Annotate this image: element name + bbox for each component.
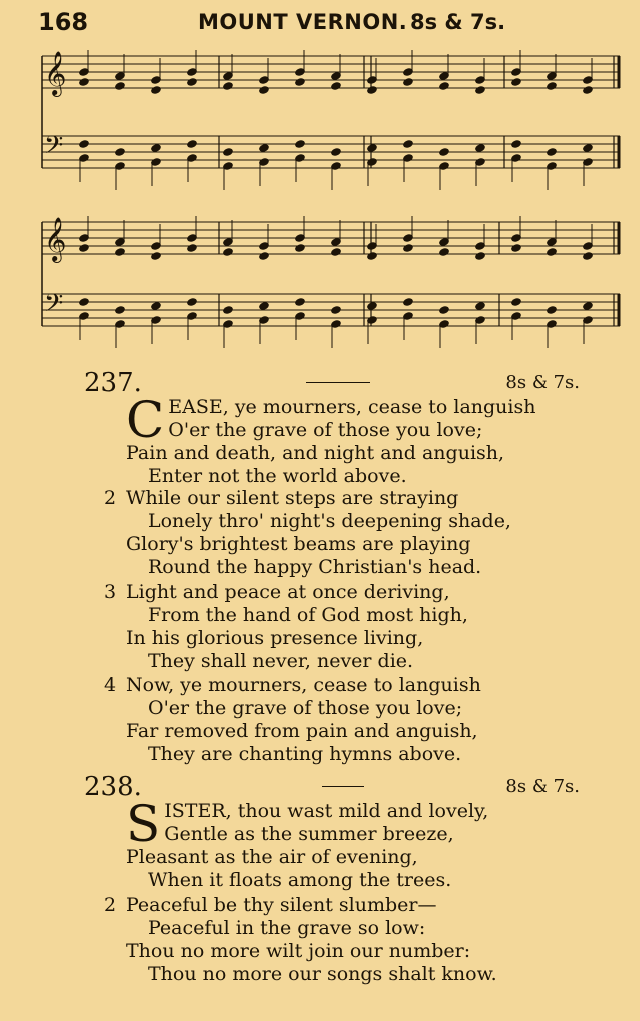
note-head [438,81,450,91]
verse-line: When it floats among the trees. [148,869,452,891]
note-head [222,305,234,315]
note-head [294,297,306,307]
treble-clef-icon: 𝄞 [44,51,67,95]
note-head [438,147,450,157]
bass-clef-icon: 𝄢 [44,131,64,166]
note-head [294,243,306,253]
note-head [474,85,486,95]
verse-line: Far removed from pain and anguish, [126,720,478,742]
stanza-2 [100,894,560,986]
verse-line: Enter not the world above. [148,465,407,487]
note-head [546,305,558,315]
note-head [582,85,594,95]
note-head [114,81,126,91]
verse-line: Peaceful be thy silent slumber— [126,894,437,916]
page-number: 168 [38,8,89,36]
note-head [474,301,486,311]
verse-line: Pleasant as the air of evening, [126,846,418,868]
stanza-number: 3 [104,581,117,603]
note-head [114,247,126,257]
verse-line: Thou no more our songs shalt know. [148,963,497,985]
verse-line: Glory's brightest beams are playing [126,533,471,555]
verse-line: Now, ye mourners, cease to languish [126,674,481,696]
note-head [222,247,234,257]
treble-clef-icon: 𝄞 [44,217,67,261]
note-head [150,143,162,153]
note-head [78,77,90,87]
verse-line: While our silent steps are straying [126,487,459,509]
note-head [510,77,522,87]
stanza-number: 4 [104,674,117,696]
hymn-number: 238. [84,772,142,802]
tune-meter: 8s & 7s. [410,10,506,34]
drop-cap: C [126,391,165,449]
hymn-meter: 8s & 7s. [505,776,580,797]
note-head [258,143,270,153]
music-score [34,44,626,362]
stanza-number: 2 [104,487,117,509]
note-head [330,81,342,91]
note-head [402,139,414,149]
verse-line: Round the happy Christian's head. [148,556,482,578]
drop-cap: S [126,795,161,853]
note-head [582,301,594,311]
note-head [438,247,450,257]
note-head [78,297,90,307]
verse-line: Thou no more wilt join our number: [126,940,471,962]
note-head [114,147,126,157]
hymn-meter: 8s & 7s. [505,372,580,393]
verse-line: Lonely thro' night's deepening shade, [148,510,511,532]
verse-line: O'er the grave of those you love; [168,419,483,441]
note-head [186,139,198,149]
note-head [150,251,162,261]
note-head [150,301,162,311]
note-head [402,297,414,307]
hymn-rule [322,786,364,787]
verse-line: From the hand of God most high, [148,604,468,626]
page-header [38,8,600,38]
hymn-rule [306,382,370,383]
note-head [186,77,198,87]
stanza-2 [100,487,560,579]
stanza-1 [104,795,564,892]
note-head [78,243,90,253]
note-head [150,85,162,95]
verse-line: They shall never, never die. [148,650,414,672]
note-head [546,81,558,91]
note-head [366,301,378,311]
note-head [366,85,378,95]
note-head [582,251,594,261]
note-head [546,247,558,257]
stanza-3 [100,581,560,673]
note-head [186,243,198,253]
note-head [510,139,522,149]
verse-line: Peaceful in the grave so low: [148,917,426,939]
verse-line: Pain and death, and night and anguish, [126,442,505,464]
note-head [222,147,234,157]
note-head [258,251,270,261]
note-head [366,251,378,261]
note-head [330,247,342,257]
note-head [330,147,342,157]
note-head [330,305,342,315]
note-head [366,143,378,153]
verse-line: In his glorious presence living, [126,627,424,649]
note-head [510,243,522,253]
stanza-1 [104,391,564,488]
note-head [294,77,306,87]
hymn-number: 237. [84,368,142,398]
note-head [402,77,414,87]
note-head [258,85,270,95]
verse-line: ISTER, thou wast mild and lovely, [164,800,489,822]
note-head [402,243,414,253]
note-head [474,143,486,153]
verse-line: O'er the grave of those you love; [148,697,463,719]
note-head [222,81,234,91]
tune-title: MOUNT VERNON. [198,10,408,34]
note-head [474,251,486,261]
verse-line: Gentle as the summer breeze, [164,823,454,845]
verse-line: EASE, ye mourners, cease to languish [168,396,536,418]
note-head [114,305,126,315]
note-head [438,305,450,315]
verse-line: Light and peace at once deriving, [126,581,450,603]
note-head [582,143,594,153]
bass-clef-icon: 𝄢 [44,289,64,324]
note-head [294,139,306,149]
note-head [258,301,270,311]
stanza-number: 2 [104,894,117,916]
verse-line: They are chanting hymns above. [148,743,462,765]
note-head [78,139,90,149]
note-head [546,147,558,157]
stanza-4 [100,674,560,766]
note-head [186,297,198,307]
note-head [510,297,522,307]
